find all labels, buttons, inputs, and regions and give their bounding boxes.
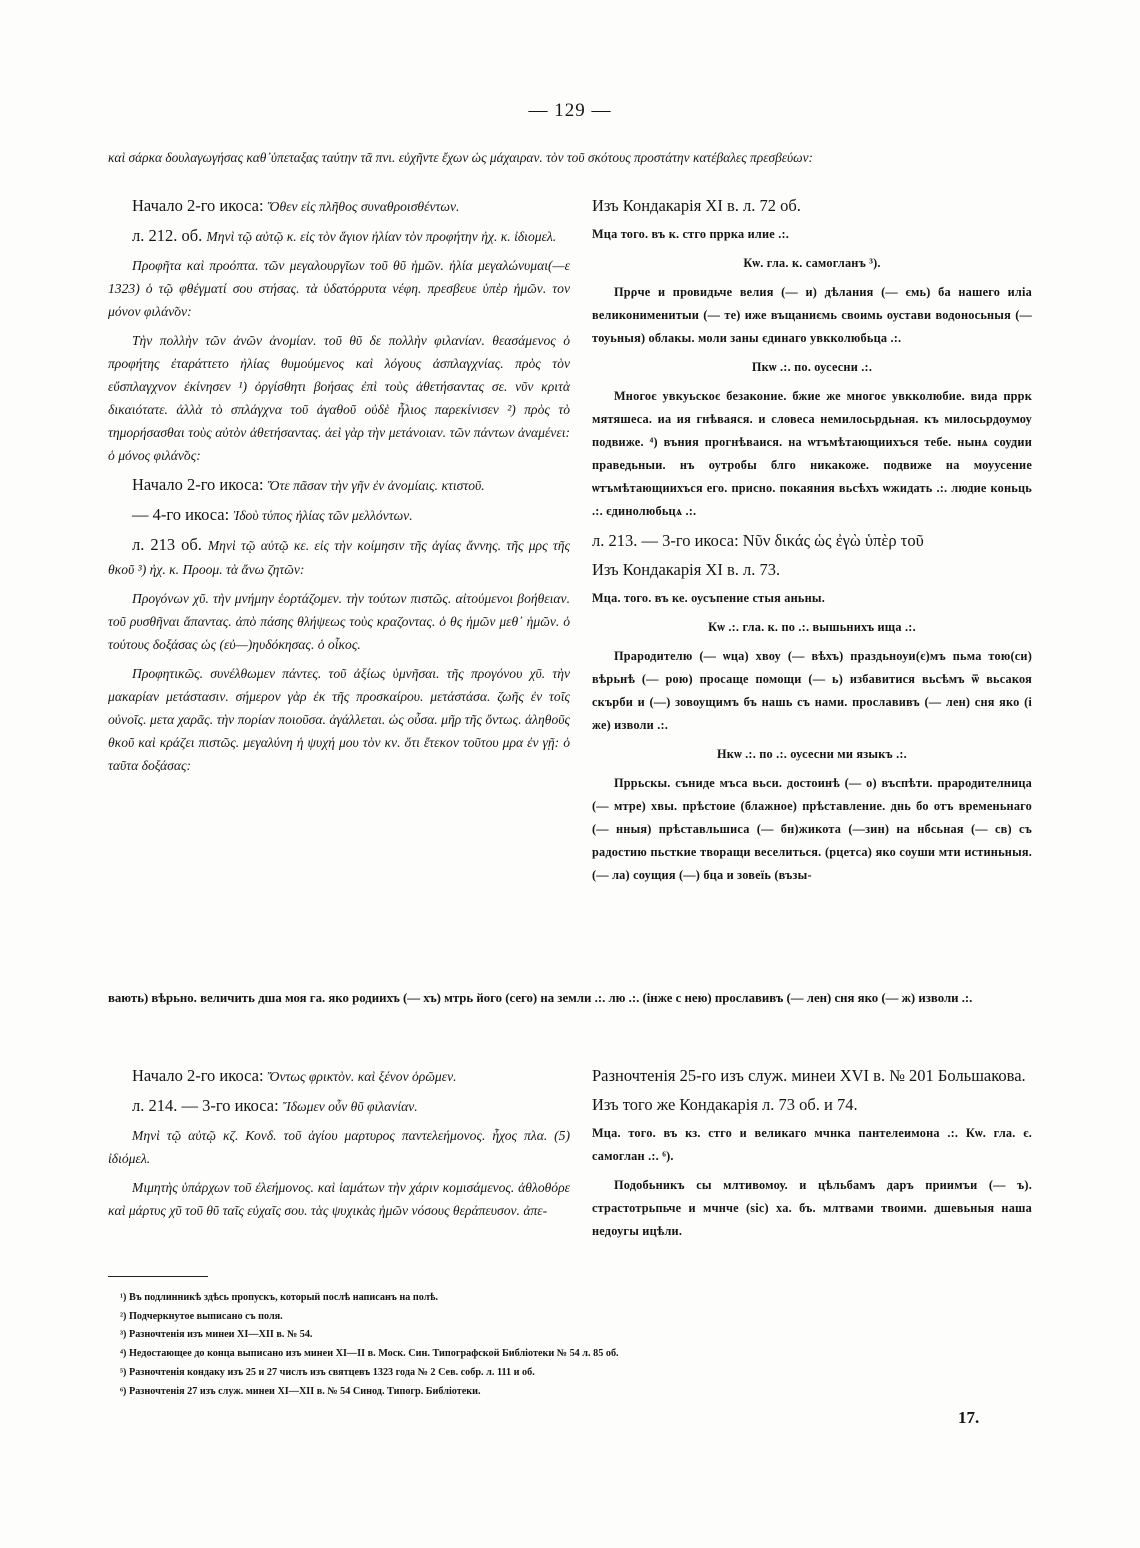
greek-paragraph: Προφητικῶς. συνέλθωμεν πάντες. τοῦ ἀξίως ὑμνῆσαι. τῆς προγόνου χῦ. τὴν μακαρίαν μετάστασιν. σήμερον γὰρ ἐκ τῆς προσκαίρου. μετάστάσα. ζωῆς ἐν τοῖς οὐνοῖς. μετα χαρᾶς. τὴν πορίαν ποιοῦσα. ἀγάλλεται. ὡς οὖσα. μῆρ τῆς ὄντως. ἀληθοῦς θκοῦ καὶ κράζει πιστῶς. μεγαλύνη ἡ ψυχή μου τὸν κν. ὅτι ἔτεκον τοῦτου μρα ἐν γῇ: ὁ ταῦτα δοξάσας: — [108, 666, 570, 773]
greek-paragraph: Προφῆτα καὶ προόπτα. τῶν μεγαλουργῖων τοῦ θῦ ἡμῶν. ἠλία μεγαλώνυμαι(—ε 1323) ὁ τῷ φθέγματί σου στήσας. τὰ ὑδατόρρυτα νέφη. πρεσβευε ὑπὲρ ἡμῶν. τον μόνον φιλάν̃ον: — [108, 258, 570, 319]
heading-greek: Ἴδωμεν οὖν θῦ φιλανίαν. — [282, 1099, 418, 1114]
section-heading — [108, 1094, 570, 1118]
footnote: ³) Разночтенія изъ минеи XI—XII в. № 54. — [120, 1329, 313, 1341]
slavonic-paragraph: Нкѡ .:. по .:. оусесни ми языкъ .:. — [717, 747, 907, 761]
lower-left-column — [108, 1064, 570, 1228]
footnote: ⁵) Разночтенія кондаку изъ 25 и 27 числъ изъ святцевъ 1323 года № 2 Сев. собр. л. 111 и об. — [120, 1366, 535, 1378]
slavonic-paragraph: Мца того. въ к. стго пррка илие .:. — [592, 227, 790, 241]
slavonic-paragraph: Кѡ. гла. к. самогланъ ³). — [743, 256, 881, 270]
source-reference: Разночтенія 25-го изъ служ. минеи XVI в. № 201 Большакова. — [592, 1066, 1026, 1085]
footnote: ²) Подчеркнутое выписано съ поля. — [120, 1310, 283, 1322]
heading-label: Начало 2-го икоса: — [132, 1066, 268, 1085]
section-heading — [108, 473, 570, 497]
fullwidth-slavonic: вають) вѣрьно. величить дша моя га. яко родиихъ (— хъ) мтрь його (сего) на земли .:. лю .:. (інже с нею) прославивъ (— лен) сня яко (— ж) изволи .:. — [108, 991, 973, 1005]
slavonic-paragraph: Прρче и провидьче велия (— и) дѣлания (— ємь) ба нашего иліа великонименитыи (— те) иже въщаниємь своимь оустави водоносьныя (— тоуьныя) облакы. моли заны єдинаго увкколюбьца .:. — [592, 285, 1032, 345]
heading-label: Начало 2-го икоса: — [132, 475, 268, 494]
heading-label: л. 214. — 3-го икоса: — [132, 1096, 283, 1115]
heading-greek: Ἰδοὺ τύπος ἠλίας τῶν μελλόντων. — [233, 508, 413, 523]
heading-greek: Ὅτε πᾶσαν τὴν γῆν ἐν ἀνομίαις. κτιστοῦ. — [267, 478, 485, 493]
footnote: ⁴) Недостающее до конца выписано изъ минеи XI—II в. Моск. Син. Типографской Библіотеки № 54 л. 85 об. — [120, 1348, 619, 1360]
heading-label: — 4-го икоса: — [132, 505, 234, 524]
heading-greek: Μηνὶ τῷ αὐτῷ κε. εἰς τὴν κοίμησιν τῆς ἁγίας ἄννης. τῆς μρς τῆς θκοῦ ³) ἠχ. κ. Προομ. τὰ ἄνω ζητῶν: — [108, 538, 570, 577]
slavonic-paragraph: Прародителю (— ѡца) хвоу (— вѣхъ) праздьноуи(є)мъ пьма тою(си) вѣрьнѣ (— рою) просаще помощи (— ь) избавитися вьсѣмъ ѿ вьсакоя скърби и (—) зовоущимъ бъ нашь съ нами. прославивъ (— лен) сня яко (і же) изволи .:. — [592, 649, 1032, 732]
heading-greek: Ὅθεν εἰς πλῆθος συναθροισθέντων. — [267, 199, 460, 214]
section-heading — [108, 194, 570, 218]
right-column — [592, 194, 1032, 893]
slavonic-paragraph: Пкѡ .:. по. оусесни .:. — [751, 360, 873, 374]
greek-paragraph: Μιμητὴς ὑπάρχων τοῦ ἐλεήμονος. καὶ ἰαμάτων τὴν χάριν κομισάμενος. ἀθλοθόρε καὶ μάρτυς χῦ τοῦ θῦ ταῖς εὐχαῖς σου. τὰς ψυχικὰς ἡμῶν νόσους θεράπευσον. ἀπε- — [108, 1180, 570, 1218]
greek-paragraph: Μηνὶ τῷ αὐτῷ κζ. Κονδ. τοῦ ἁγίου μαρτυρος παντελεήμονος. ἦχος πλα. (5) ἰδιόμελ. — [108, 1128, 570, 1166]
source-reference: л. 213. — 3-го икоса: Νῦν δικάς ὡς ἐγὼ ὑπὲρ τοῦ — [592, 531, 924, 550]
page-number: — 129 — — [528, 100, 612, 121]
source-reference: Изъ Кондакарія XI в. л. 72 об. — [592, 196, 801, 215]
section-heading — [108, 1064, 570, 1088]
heading-label: л. 213 об. — [132, 535, 208, 554]
heading-greek: Μηνὶ τῷ αὐτῷ κ. εἰς τὸν ἅγιον ἠλίαν τὸν προφήτην ἠχ. κ. ἰδιομελ. — [206, 229, 557, 244]
greek-paragraph: Τὴν πολλὴν τῶν ἀνῶν ἀνομίαν. τοῦ θῦ δε πολλὴν φιλανίαν. θεασάμενος ὁ προφήτης ἐταράττετο ἠλίας θυμούμενος καὶ λόγους ἀσπλαγχνίας. πρὸς τὸν εὔσπλαγχνον ἐκίνησεν ¹) ὀργίσθητι βοήσας ἐπὶ τοὺς ἀθετήσαντας σε. νῦν κριτὰ δικαιότατε. ἀλλὰ τὸ σπλάγχνα τοῦ ἀγαθοῦ οὐδὲ ἦλιος παρεκίνισεν ²) πρὸς τὸ τημορήσασθαι τοὺς αὐτὸν ἀθετήσαντας. ἀεὶ γὰρ τὴν μετάνοιαν. τῶν πάντων ἀναμένει: ὁ μόνος φιλάν̃ος: — [108, 333, 570, 463]
heading-label: Начало 2-го икоса: — [132, 196, 268, 215]
left-column — [108, 194, 570, 783]
slavonic-paragraph: Кѡ .:. гла. к. по .:. вышьнихъ ища .:. — [708, 620, 916, 634]
footnote: ⁶) Разночтенія 27 изъ служ. минеи XI—XII в. № 54 Синод. Типогр. Библіотеки. — [120, 1385, 481, 1397]
section-heading — [108, 224, 570, 248]
section-heading — [108, 503, 570, 527]
greek-paragraph: Προγόνων χῦ. τὴν μνήμην ἑορτάζομεν. τὴν τούτων πιστῶς. αἰτούμενοι βοήθειαν. τοῦ ρυσθῆναι ἅπαντας. ἀπὸ πάσης θλήψεως τοὺς κραζοντας. ὁ θς ἡμῶν μεθ᾽ ἡμῶν. ὁ τούτους δοξάσας ὡς (εὐ—)ηυδόκησας. ὁ οἶκος. — [108, 591, 570, 652]
source-reference: Изъ того же Кондакарія л. 73 об. и 74. — [592, 1095, 858, 1114]
intro-text: καὶ σάρκα δουλαγωγήσας καθ᾽ὑπεταξας ταύτην τᾶ πνι. εὐχῆντε ἔχων ὡς μάχαιραν. τὸν τοῦ σκότους προστάτην κατέβαλες πρεσβεύων: — [108, 150, 814, 165]
slavonic-paragraph: Мца. того. въ кз. стго и великаго мчнка пантелеимона .:. Кѡ. гла. є. самоглан .:. ⁶). — [592, 1126, 1032, 1163]
slavonic-paragraph: Подобьникъ сы млтивомоу. и цѣльбамъ даръ приимъи (— ъ). страстотрьпьче и мчнче (sic) ха. бъ. млтвами твоими. дшевьныя наша недоугы ицѣли. — [592, 1178, 1032, 1238]
heading-label: л. 212. об. — [132, 226, 207, 245]
heading-greek: Ὄντως φρικτὸν. καὶ ξένον ὁρῶμεν. — [267, 1069, 457, 1084]
lower-right-column — [592, 1064, 1032, 1249]
signature-mark: 17. — [958, 1408, 980, 1427]
slavonic-paragraph: Многоє увкуьскоє безаконие. бжие же многоє увкколюбие. вида пррк мятяшеса. иа ия гнѣваяся. и словеса немилосьрдьная. къ милосьрдоумоу подвиже. ⁴) въния прогнѣваися. на ѡтъмѣтающиихъся тебе. нынѧ соудии праведьныи. нъ оутробы блго никакоже. подвиже на моуусение ѡтъмѣтающиихъся его. присно. покаяния вьсѣхъ ѡжидать .:. людие коньць .:. єдинолюбьцѧ .:. — [592, 389, 1032, 518]
source-reference: Изъ Кондакарія XI в. л. 73. — [592, 560, 781, 579]
footnotes — [120, 1289, 1020, 1401]
slavonic-paragraph: Мца. того. въ ке. оусъпение стыя аньны. — [592, 591, 825, 605]
section-heading — [108, 533, 570, 581]
slavonic-paragraph: Пррьскы. съниде мъса вьси. достоинѣ (— о) въспѣти. прародителница (— мтре) хвы. прѣстоие (блажное) прѣставление. днь бо отъ временьнаго (— нныя) прѣставльшиса (— бн)жикота (—зин) на нбсьная (— св) съ радостию пьсткие творащи веселиться. (рцетса) яко соуши мти истиньныя. (— ла) соущия (—) бца и зовеїь (възы- — [592, 776, 1032, 882]
footnote: ¹) Въ подлинникѣ здѣсь пропускъ, который послѣ написанъ на полѣ. — [120, 1292, 439, 1303]
footnote-rule — [108, 1276, 208, 1277]
